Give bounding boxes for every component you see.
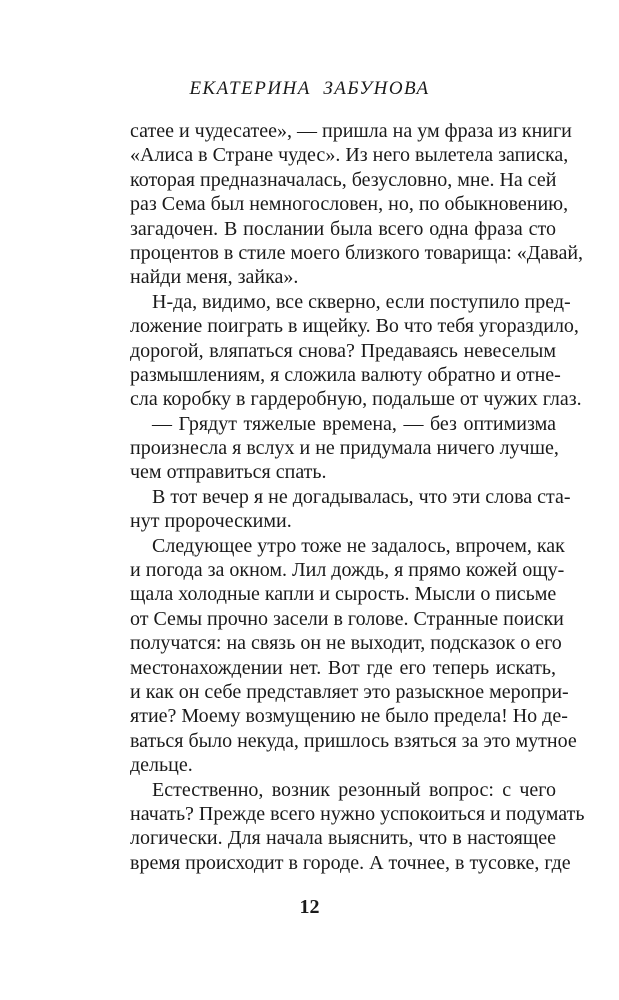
text-line: дорогой, вляпаться снова? Предаваясь невеселым — [130, 339, 556, 362]
text-line: — Грядут тяжелые времена, — без оптимизма — [152, 412, 556, 435]
text-line: ваться было некуда, пришлось взяться за это мутное — [130, 729, 577, 752]
text-line: от Семы прочно засели в голове. Странные поиски — [130, 607, 564, 630]
text-line: дельце. — [130, 754, 193, 777]
text-line: Естественно, возник резонный вопрос: с чего — [152, 778, 556, 801]
running-head-author: ЕКАТЕРИНА ЗАБУНОВА — [189, 78, 430, 99]
text-line: процентов в стиле моего близкого товарища: «Давай, — [130, 241, 584, 264]
text-line: ложение поиграть в ищейку. Во что тебя угораздило, — [130, 315, 579, 338]
body-text — [130, 119, 585, 875]
text-line: ятие? Моему возмущению не было предела! Но де- — [130, 705, 568, 728]
text-line: произнесла я вслух и не придумала ничего лучше, — [130, 437, 559, 460]
text-line: загадочен. В послании была всего одна фраза сто — [130, 217, 556, 240]
text-line: начать? Прежде всего нужно успокоиться и подумать — [130, 802, 585, 825]
text-line: которая предназначалась, безусловно, мне. На сей — [130, 168, 557, 191]
text-line: раз Сема был немногословен, но, по обыкновению, — [130, 193, 569, 216]
text-line: размышлениям, я сложила валюту обратно и отне- — [130, 363, 561, 386]
text-line: логически. Для начала выяснить, что в настоящее — [130, 827, 556, 850]
text-line: время происходит в городе. А точнее, в тусовке, где — [130, 851, 571, 874]
text-line: и как он себе представляет это разыскное меропри- — [130, 680, 569, 703]
text-line: получатся: на связь он не выходит, подсказок о его — [130, 632, 562, 655]
text-line: Следующее утро тоже не задалось, впрочем, как — [152, 534, 565, 557]
text-line: нут пророческими. — [130, 510, 292, 533]
text-line: «Алиса в Стране чудес». Из него вылетела записка, — [130, 144, 569, 167]
text-line: щала холодные капли и сырость. Мысли о письме — [130, 583, 557, 606]
text-line: и погода за окном. Лил дождь, я прямо кожей ощу- — [130, 559, 565, 582]
text-line: сатее и чудесатее», — пришла на ум фраза из книги — [130, 120, 572, 142]
text-line: сла коробку в гардеробную, подальше от чужих глаз. — [130, 388, 582, 411]
text-line: найди меня, зайка». — [130, 266, 299, 289]
text-line: местонахождении нет. Вот где его теперь искать, — [130, 656, 556, 679]
text-line: В тот вечер я не догадывалась, что эти слова ста- — [152, 485, 571, 508]
page-number: 12 — [299, 896, 320, 918]
text-line: Н-да, видимо, все скверно, если поступило пред- — [152, 290, 571, 313]
text-line: чем отправиться спать. — [130, 461, 327, 484]
